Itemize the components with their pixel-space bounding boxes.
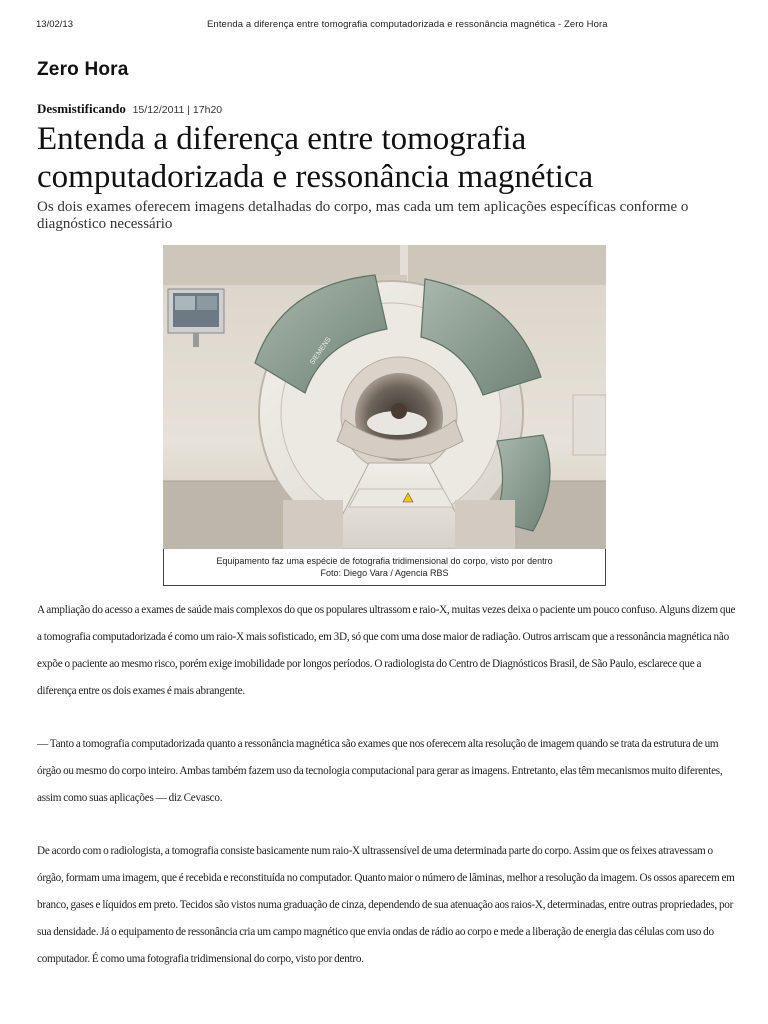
article-headline: Entenda a diferença entre tomografia computadorizada e ressonância magnética [37, 121, 594, 195]
body-paragraph: — Tanto a tomografia computadorizada quanto a ressonância magnética são exames que nos oferecem alta resolução de imagem quando se trata da estrutura de um órgão ou mesmo do corpo inteiro. Ambas também fazem uso da tecnologia computacional para gerar as imagens. Entretanto, elas têm mecanismos muito diferentes, assim como suas aplicações — diz Cevasco. [37, 738, 723, 804]
article-body [37, 597, 737, 999]
caption-text: Equipamento faz uma espécie de fotografia tridimensional do corpo, visto por dentro [216, 556, 553, 566]
article-meta [37, 101, 222, 117]
article-figure [163, 245, 606, 586]
print-date: 13/02/13 [36, 19, 73, 30]
brand-logo[interactable]: Zero Hora [37, 59, 129, 80]
body-paragraph: A ampliação do acesso a exames de saúde mais complexos do que os populares ultrassom e raio-X, muitas vezes deixa o paciente um pouco confuso. Alguns dizem que a tomografia computadorizada é como um raio-X mais sofisticado, em 3D, só que com uma dose maior de radiação. Outros arriscam que a ressonância magnética não expõe o paciente ao mesmo risco, porém exige imobilidade por longos períodos. O radiologista do Centro de Diagnósticos Brasil, de São Paulo, esclarece que a diferença entre os dois exames é mais abrangente. [37, 604, 736, 697]
section-label[interactable]: Desmistificando [37, 101, 126, 116]
print-page-title: Entenda a diferença entre tomografia computadorizada e ressonância magnética - Zero Hora [207, 19, 608, 30]
article-photo [163, 245, 606, 549]
machine-brand-label: SIEMENS [308, 336, 333, 367]
article-subtitle: Os dois exames oferecem imagens detalhadas do corpo, mas cada um tem aplicações específicas conforme o diagnóstico necessário [37, 199, 689, 232]
photo-credit: Foto: Diego Vara / Agencia RBS [320, 568, 449, 578]
body-paragraph: De acordo com o radiologista, a tomografia consiste basicamente num raio-X ultrassensível de uma determinada parte do corpo. Assim que os feixes atravessam o órgão, formam uma imagem, que é recebida e reconstituída no computador. Quanto maior o número de lâminas, melhor a resolução da imagem. Os ossos aparecem em branco, gases e líquidos em preto. Tecidos são vistos numa graduação de cinza, dependendo de sua atenuação aos raios-X, determinadas, entre outras propriedades, por sua densidade. Já o equipamento de ressonância cria um campo magnético que envia ondas de rádio ao corpo e mede a liberação de energia das células com uso do computador. É como uma fotografia tridimensional do corpo, visto por dentro. [37, 845, 735, 965]
photo-caption [163, 549, 606, 586]
publish-timestamp: 15/12/2011 | 17h20 [132, 104, 223, 116]
